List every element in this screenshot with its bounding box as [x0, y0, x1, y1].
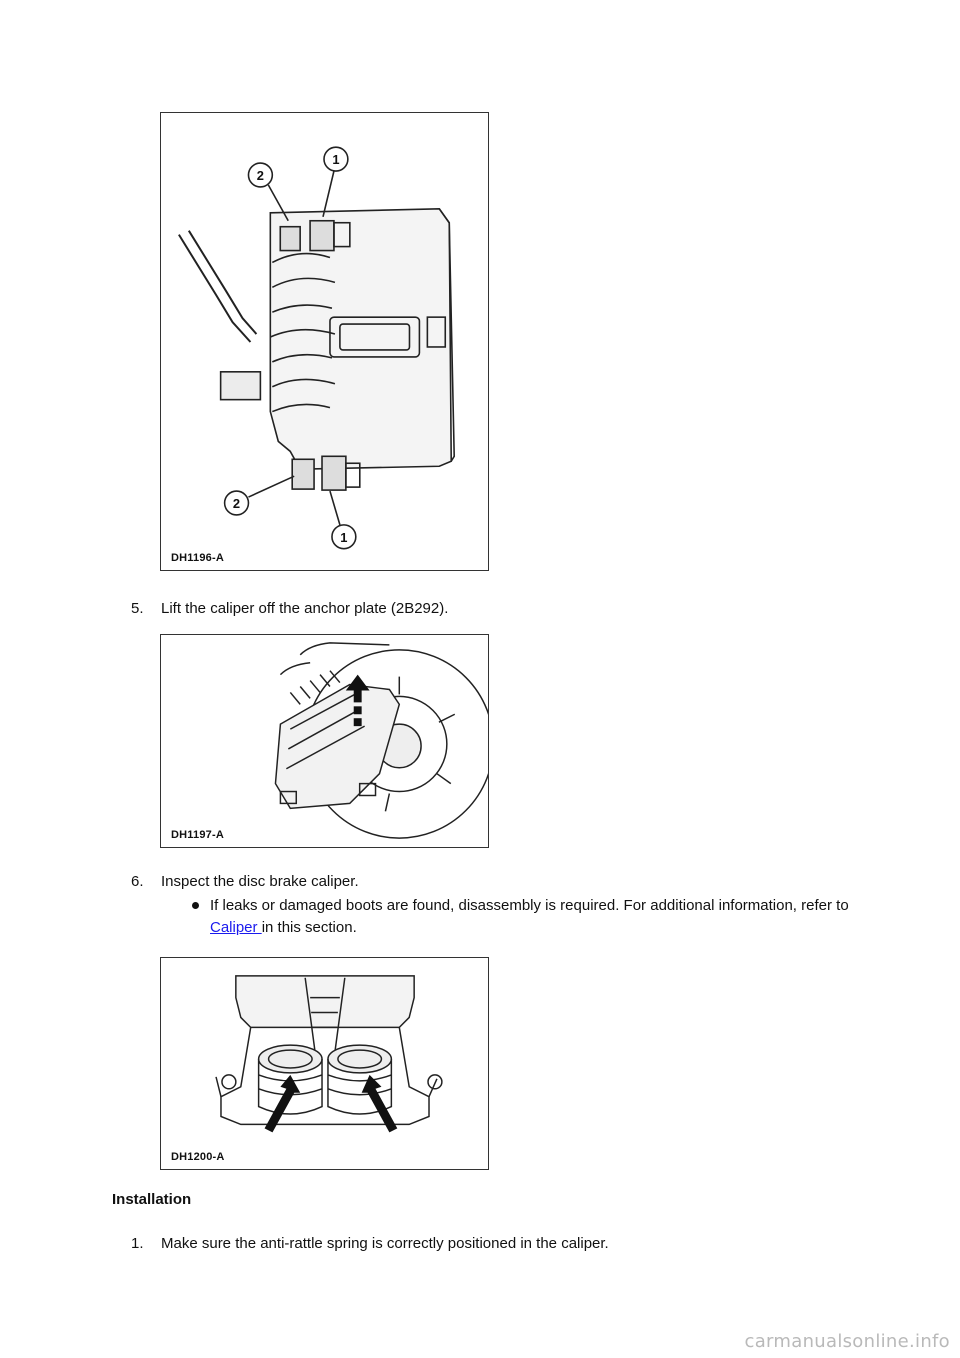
step-text: Inspect the disc brake caliper.: [161, 873, 359, 890]
caliper-bolts-illustration: [161, 113, 488, 570]
bullet-dot: [192, 902, 199, 909]
figure-code: DH1196-A: [171, 552, 224, 564]
caliper-link[interactable]: Caliper: [210, 919, 262, 936]
callout-1-top: 1: [332, 152, 340, 168]
bullet-text-after: in this section.: [261, 919, 357, 936]
callout-1-bottom: 1: [340, 529, 348, 545]
figure-code: DH1200-A: [171, 1151, 225, 1163]
bullet-text-before: If leaks or damaged boots are found, disassembly is required. For additional information, refer to: [210, 897, 849, 914]
step-number: 6.: [131, 873, 144, 890]
inspection-bullet: [192, 895, 852, 941]
step-text: Make sure the anti-rattle spring is correctly positioned in the caliper.: [161, 1235, 609, 1252]
watermark: carmanualsonline.info: [744, 1331, 950, 1352]
installation-heading: Installation: [112, 1191, 192, 1208]
step-text: Lift the caliper off the anchor plate (2B292).: [161, 600, 449, 617]
lift-caliper-illustration: [161, 635, 488, 847]
callout-2-bottom: 2: [232, 495, 241, 511]
figure-caliper-pistons: [160, 957, 489, 1170]
step-number: 1.: [131, 1235, 144, 1252]
bullet-text: [210, 895, 850, 939]
figure-lift-caliper: [160, 634, 489, 848]
step-number: 5.: [131, 600, 144, 617]
figure-caliper-bolts: [160, 112, 489, 571]
callout-2-top: 2: [256, 167, 264, 183]
figure-code: DH1197-A: [171, 829, 224, 841]
caliper-pistons-illustration: [161, 958, 488, 1169]
